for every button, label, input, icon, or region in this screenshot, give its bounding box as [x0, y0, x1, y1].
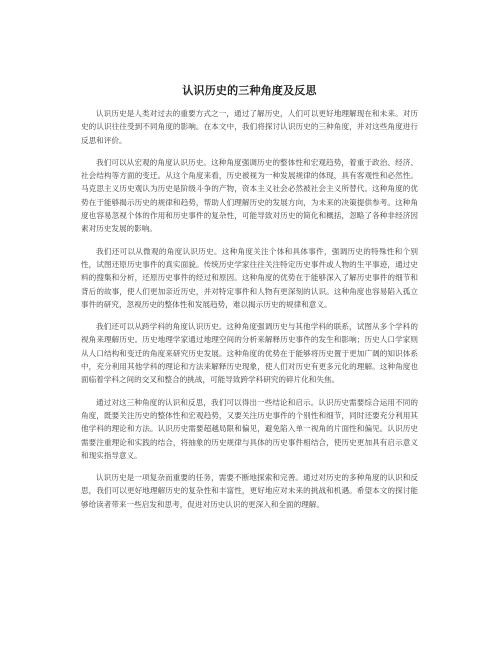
paragraph-conclusion: 认识历史是一项复杂而重要的任务，需要不断地探索和完善。通过对历史的多种角度的认识和反思，我们可以更好地理解历史的复杂性和丰富性，更好地应对未来的挑战和机遇。希望本文的探讨能够给读者带来一些启发和思考，促进对历史认识的更深入和全面的理解。 — [81, 473, 418, 509]
paragraph-interdisciplinary-perspective: 我们还可以从跨学科的角度认识历史。这种角度强调历史与其他学科的联系，试图从多个学科的视角来理解历史。历史地理学家通过地理空间的分析来解释历史事件的发生和影响；历史人口学家则从人口结构和变迁的角度来研究历史发展。这种角度的优势在于能够将历史置于更加广阔的知识体系中，充分利用其他学科的理论和方法来解释历史现象，使人们对历史有更多元化的理解。这种角度也面临着学科之间的交叉和整合的挑战，可能导致跨学科研究的碎片化和失焦。 — [81, 322, 418, 385]
paragraph-reflection: 通过对这三种角度的认识和反思，我们可以得出一些结论和启示。认识历史需要综合运用不同的角度，既要关注历史的整体性和宏观趋势，又要关注历史事件的个别性和细节，同时还要充分利用其他学科的理论和方法。认识历史需要超越局限和偏见，避免陷入单一视角的片面性和偏见。认识历史需要注重理论和实践的结合，将抽象的历史规律与具体的历史事件相结合，使历史更加具有启示意义和现实指导意义。 — [81, 397, 418, 460]
paragraph-macro-perspective: 我们可以从宏观的角度认识历史。这种角度强调历史的整体性和宏观趋势，着重于政治、经济、社会结构等方面的变迁。从这个角度来看，历史被视为一种发展规律的体现，具有客观性和必然性。马克思主义历史观认为历史是阶级斗争的产物，资本主义社会必然被社会主义所替代。这种角度的优势在于能够揭示历史的规律和趋势，帮助人们理解历史的发展方向，为未来的决策提供参考。这种角度也容易忽视个体的作用和历史事件的复杂性，可能导致对历史的简化和概括，忽略了各种非经济因素对历史发展的影响。 — [81, 157, 418, 234]
paragraph-intro: 认识历史是人类对过去的重要方式之一，通过了解历史，人们可以更好地理解现在和未来。对历史的认识往往受到不同角度的影响。在本文中，我们将探讨认识历史的三种角度，并对这些角度进行反思和评价。 — [81, 109, 418, 145]
paragraph-micro-perspective: 我们还可以从微观的角度认识历史。这种角度关注个体和具体事件，强调历史的特殊性和个别性，试图还原历史事件的真实面貌。传统历史学家往往关注特定历史事件或人物的生平事迹，通过史料的搜集和分析，还原历史事件的经过和原因。这种角度的优势在于能够深入了解历史事件的细节和背后的故事，使人们更加亲近历史，并对特定事件和人物有更深刻的认识。这种角度也容易陷入孤立事件的研究，忽视历史的整体性和发展趋势，难以揭示历史的规律和意义。 — [81, 246, 418, 309]
document-title: 认识历史的三种角度及反思 — [182, 84, 317, 97]
